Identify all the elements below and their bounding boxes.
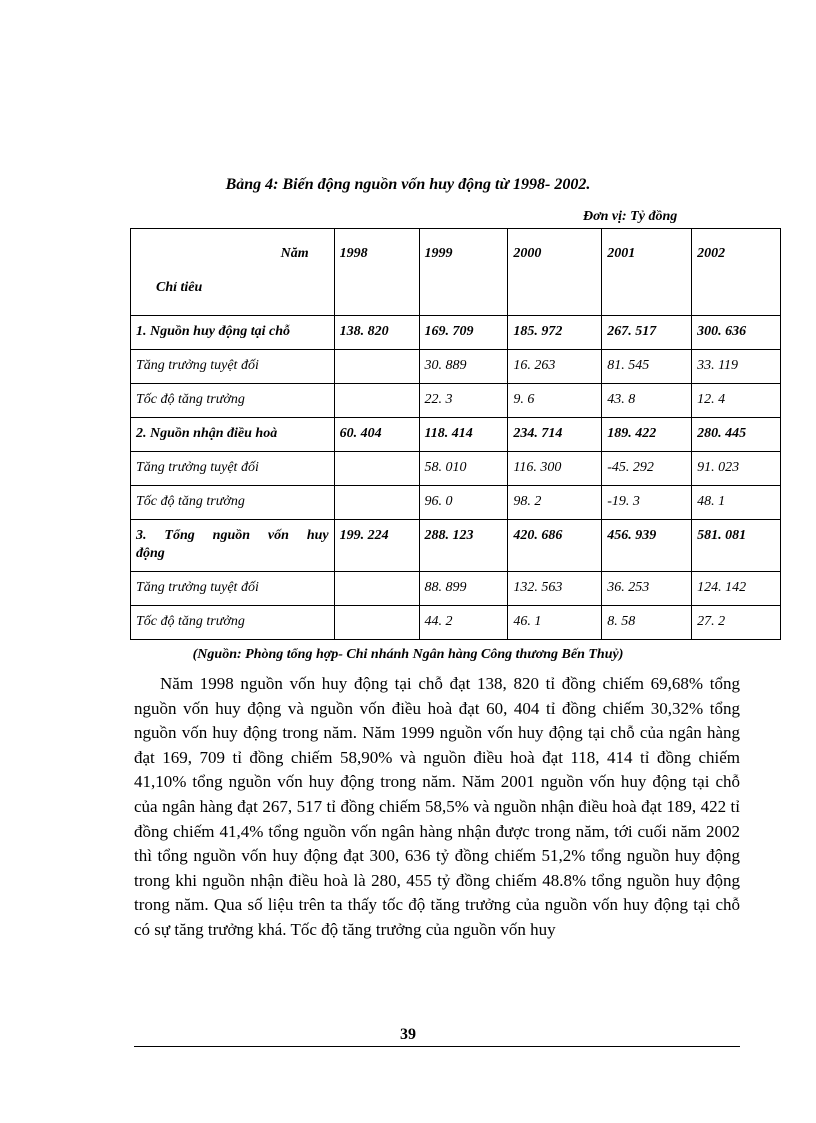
cell: 9. 6 [508,384,602,418]
page-number: 39 [400,1026,416,1043]
footer-divider [134,1046,740,1047]
cell: 98. 2 [508,486,602,520]
cell: 60. 404 [334,418,419,452]
cell: 267. 517 [602,316,692,350]
cell: 8. 58 [602,606,692,640]
unit-label: Đơn vị: Tỷ đồng [583,209,678,224]
table-row [131,520,781,572]
cell: 456. 939 [602,520,692,572]
cell: 22. 3 [419,384,508,418]
body-paragraph-block [134,672,740,943]
cell: -45. 292 [602,452,692,486]
cell: 300. 636 [692,316,781,350]
cell: 91. 023 [692,452,781,486]
table-row [131,418,781,452]
header-indicator-label: Chỉ tiêu [156,280,203,295]
row-label: Tốc độ tăng trưởng [131,486,335,520]
cell: 199. 224 [334,520,419,572]
row-label [131,520,335,572]
table-row [131,384,781,418]
cell: 124. 142 [692,572,781,606]
cell: 288. 123 [419,520,508,572]
cell: 43. 8 [602,384,692,418]
cell: 138. 820 [334,316,419,350]
row-label: 1. Nguồn huy động tại chỗ [131,316,335,350]
header-year: 2000 [508,229,602,316]
cell [334,486,419,520]
cell: 88. 899 [419,572,508,606]
header-year-label: Năm [280,246,309,261]
table-source-note: (Nguồn: Phòng tổng hợp- Chi nhánh Ngân hàng Công thương Bến Thuỷ) [192,647,624,662]
cell: 96. 0 [419,486,508,520]
cell: 36. 253 [602,572,692,606]
cell [334,350,419,384]
cell: 30. 889 [419,350,508,384]
row-label-line: động [136,546,165,561]
row-label: Tăng trưởng tuyệt đối [131,572,335,606]
cell: 581. 081 [692,520,781,572]
row-label: 2. Nguồn nhận điều hoà [131,418,335,452]
table-row [131,350,781,384]
row-label: Tăng trưởng tuyệt đối [131,452,335,486]
cell: 420. 686 [508,520,602,572]
cell: 16. 263 [508,350,602,384]
cell [334,572,419,606]
cell: 46. 1 [508,606,602,640]
cell [334,452,419,486]
cell: 12. 4 [692,384,781,418]
cell: 33. 119 [692,350,781,384]
capital-mobilization-table [130,228,781,640]
header-year: 1999 [419,229,508,316]
cell: -19. 3 [602,486,692,520]
cell: 189. 422 [602,418,692,452]
cell: 48. 1 [692,486,781,520]
row-label-line: 3. Tổng nguồn vốn huy [136,528,329,543]
table-row [131,452,781,486]
cell [334,384,419,418]
header-year: 1998 [334,229,419,316]
row-label: Tăng trưởng tuyệt đối [131,350,335,384]
cell: 280. 445 [692,418,781,452]
cell: 116. 300 [508,452,602,486]
table-row [131,316,781,350]
row-label: Tốc độ tăng trưởng [131,606,335,640]
cell: 81. 545 [602,350,692,384]
table-caption: Bảng 4: Biến động nguồn vốn huy động từ 1998- 2002. [225,176,591,193]
header-corner-cell [131,229,335,316]
header-year: 2002 [692,229,781,316]
table-header-row [131,229,781,316]
cell: 132. 563 [508,572,602,606]
header-year: 2001 [602,229,692,316]
cell: 118. 414 [419,418,508,452]
cell: 234. 714 [508,418,602,452]
cell [334,606,419,640]
table-row [131,606,781,640]
table-row [131,572,781,606]
cell: 58. 010 [419,452,508,486]
table-row [131,486,781,520]
cell: 27. 2 [692,606,781,640]
cell: 185. 972 [508,316,602,350]
cell: 44. 2 [419,606,508,640]
cell: 169. 709 [419,316,508,350]
body-paragraph: Năm 1998 nguồn vốn huy động tại chỗ đạt 138, 820 tỉ đồng chiếm 69,68% tổng nguồn vốn huy động và nguồn vốn điều hoà đạt 60, 404 tỉ đồng chiếm 30,32% tổng nguồn vốn huy động trong năm. Năm 1999 nguồn vốn huy động tại chỗ của ngân hàng đạt 169, 709 tỉ đồng chiếm 58,90% và nguồn điều hoà đạt 118, 414 tỉ đồng chiếm 41,10% tổng nguồn vốn huy động trong năm. Năm 2001 nguồn vốn huy động tại chỗ của ngân hàng đạt 267, 517 tỉ đồng chiếm 58,5% và nguồn nhận điều hoà đạt 189, 422 tỉ đồng chiếm 41,4% tổng nguồn vốn ngân hàng nhận được trong năm, tới cuối năm 2002 thì tổng nguồn vốn huy động đạt 300, 636 tỷ đồng chiếm 51,2% tổng nguồn huy động trong khi nguồn nhận điều hoà là 280, 455 tỷ đồng chiếm 48.8% tổng nguồn huy động trong năm. Qua số liệu trên ta thấy tốc độ tăng trưởng của nguồn vốn huy động tại chỗ có sự tăng trưởng khá. Tốc độ tăng trưởng của nguồn vốn huy [134,674,740,939]
row-label: Tốc độ tăng trưởng [131,384,335,418]
